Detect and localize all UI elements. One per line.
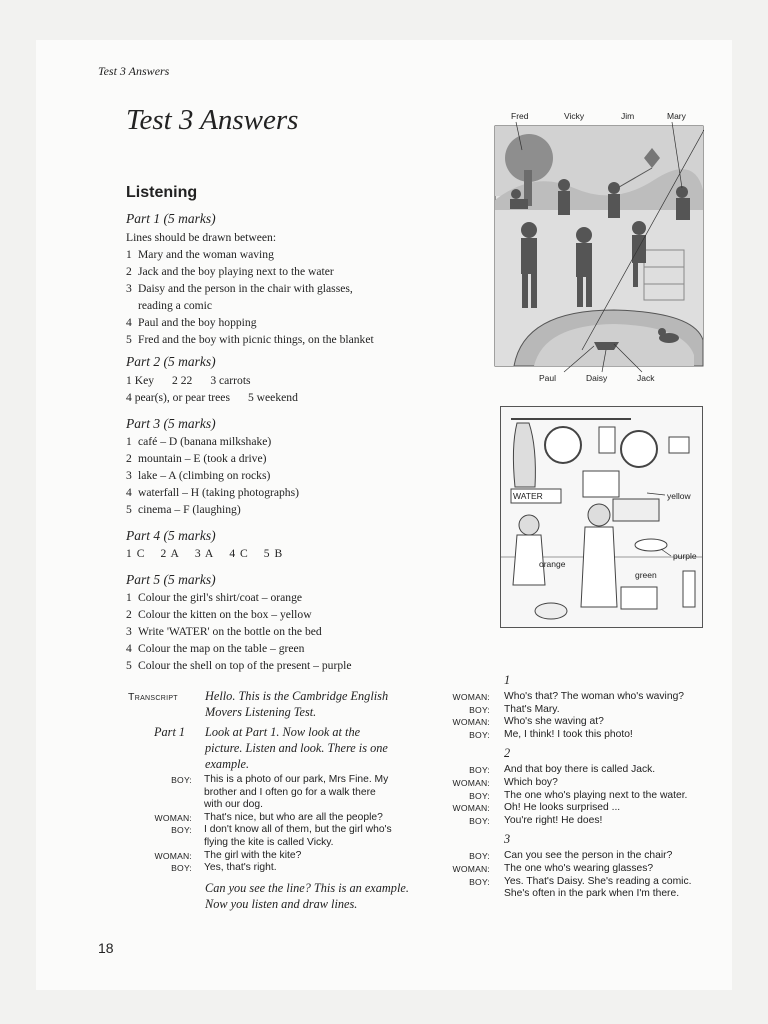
list-item: 2 Jack and the boy playing next to the water <box>126 265 334 278</box>
part2-row: 1 Key 2 22 3 carrots <box>126 374 251 387</box>
picture-label: purple <box>673 551 697 561</box>
part5-heading: Part 5 (5 marks) <box>126 572 216 587</box>
picture-label: Paul <box>539 373 557 383</box>
part5-answers <box>126 589 426 674</box>
picture-label: orange <box>539 559 566 569</box>
list-item: 5 Colour the shell on top of the present – purple <box>126 659 352 672</box>
list-item: 3 lake – A (climbing on rocks) <box>126 469 271 482</box>
part4-answers: 1 C 2 A 3 A 4 C 5 B <box>126 547 283 560</box>
list-item: 4 Paul and the boy hopping <box>126 316 257 329</box>
transcript-right-column <box>440 672 720 901</box>
picture-label: Mary <box>667 111 686 121</box>
list-item: 4 waterfall – H (taking photographs) <box>126 486 299 499</box>
dialogue-line: WOMAN: Oh! He looks surprised ... <box>452 802 621 814</box>
dialogue-line: WOMAN: That's nice, but who are all the people? <box>154 811 383 823</box>
list-item: 1 café – D (banana milkshake) <box>126 435 272 448</box>
page-title: Test 3 Answers <box>126 104 299 136</box>
dialogue-line: WOMAN: Which boy? <box>452 776 558 788</box>
part1-intro: Lines should be drawn between: <box>126 231 277 244</box>
list-item: 4 Colour the map on the table – green <box>126 642 305 655</box>
transcript-example <box>140 774 440 875</box>
list-item: 3 Daisy and the person in the chair with glasses, <box>126 282 353 295</box>
list-item: 1 Mary and the woman waving <box>126 248 274 261</box>
part1-heading: Part 1 (5 marks) <box>126 211 216 226</box>
picture-label: Vicky <box>564 111 585 121</box>
transcript-label: Transcript <box>128 691 178 703</box>
section-number: 3 <box>504 832 511 847</box>
picture-label: Jim <box>621 111 635 121</box>
dialogue-line: BOY: And that boy there is called Jack. <box>469 764 656 776</box>
picture-label: green <box>635 570 657 580</box>
list-item: 2 mountain – E (took a drive) <box>126 452 267 465</box>
dialogue-line: BOY: I don't know all of them, but the girl who's flying the kite is called Vicky. <box>171 824 392 848</box>
list-item: 5 cinema – F (laughing) <box>126 503 241 516</box>
dialogue-line: WOMAN: The girl with the kite? <box>154 849 302 861</box>
picture-label: Jack <box>637 373 655 383</box>
part4-heading: Part 4 (5 marks) <box>126 528 216 543</box>
transcript-part-label: Part 1 <box>154 725 186 739</box>
dialogue-line: WOMAN: Who's that? The woman who's waving? <box>452 691 685 702</box>
dialogue-line: BOY: Yes. That's Daisy. She's reading a comic. <box>469 875 692 887</box>
dialogue-line: BOY: This is a photo of our park, Mrs Fine. My brother and I often go for a walk there with our dog. <box>171 774 389 811</box>
part2-heading: Part 2 (5 marks) <box>126 354 216 369</box>
dialogue-line: WOMAN: The one who's wearing glasses? <box>452 862 654 874</box>
park-illustration <box>494 110 704 385</box>
room-illustration <box>500 406 703 628</box>
dialogue-line: BOY: You're right! He does! <box>469 814 603 826</box>
list-item: 2 Colour the kitten on the box – yellow <box>126 608 312 621</box>
running-head: Test 3 Answers <box>98 64 170 78</box>
dialogue-line: WOMAN: Who's she waving at? <box>452 716 604 728</box>
picture-label: Daisy <box>586 373 608 383</box>
dialogue-line: BOY: That's Mary. <box>469 703 560 715</box>
dialogue-line: She's often in the park when I'm there. <box>504 888 680 900</box>
part3-heading: Part 3 (5 marks) <box>126 416 216 431</box>
part1-answers <box>126 229 426 348</box>
section-number: 1 <box>504 673 511 687</box>
part3-answers <box>126 433 426 518</box>
page-number: 18 <box>98 940 114 956</box>
part2-answers <box>126 372 426 406</box>
transcript-intro: Hello. This is the Cambridge English Movers Listening Test. <box>205 689 389 719</box>
section-heading-listening: Listening <box>126 184 198 201</box>
picture-label: WATER <box>513 491 543 501</box>
list-item: 1 Colour the girl's shirt/coat – orange <box>126 591 303 604</box>
dialogue-line: BOY: Yes, that's right. <box>171 862 277 874</box>
list-item-continuation: reading a comic <box>138 299 213 312</box>
picture-label: yellow <box>667 491 691 501</box>
section-number: 2 <box>504 746 511 761</box>
part2-row: 4 pear(s), or pear trees 5 weekend <box>126 391 298 404</box>
transcript-closing: Can you see the line? This is an example. Now you listen and draw lines. <box>205 881 409 911</box>
dialogue-line: BOY: Me, I think! I took this photo! <box>469 728 633 740</box>
dialogue-line: BOY: The one who's playing next to the water. <box>469 789 688 801</box>
transcript-instructions: Look at Part 1. Now look at the picture. Listen and look. There is one example. <box>205 725 388 771</box>
list-item: 3 Write 'WATER' on the bottle on the bed <box>126 625 322 638</box>
picture-label: Fred <box>511 111 529 121</box>
dialogue-line: BOY: Can you see the person in the chair? <box>469 850 673 862</box>
list-item: 5 Fred and the boy with picnic things, on the blanket <box>126 333 374 346</box>
